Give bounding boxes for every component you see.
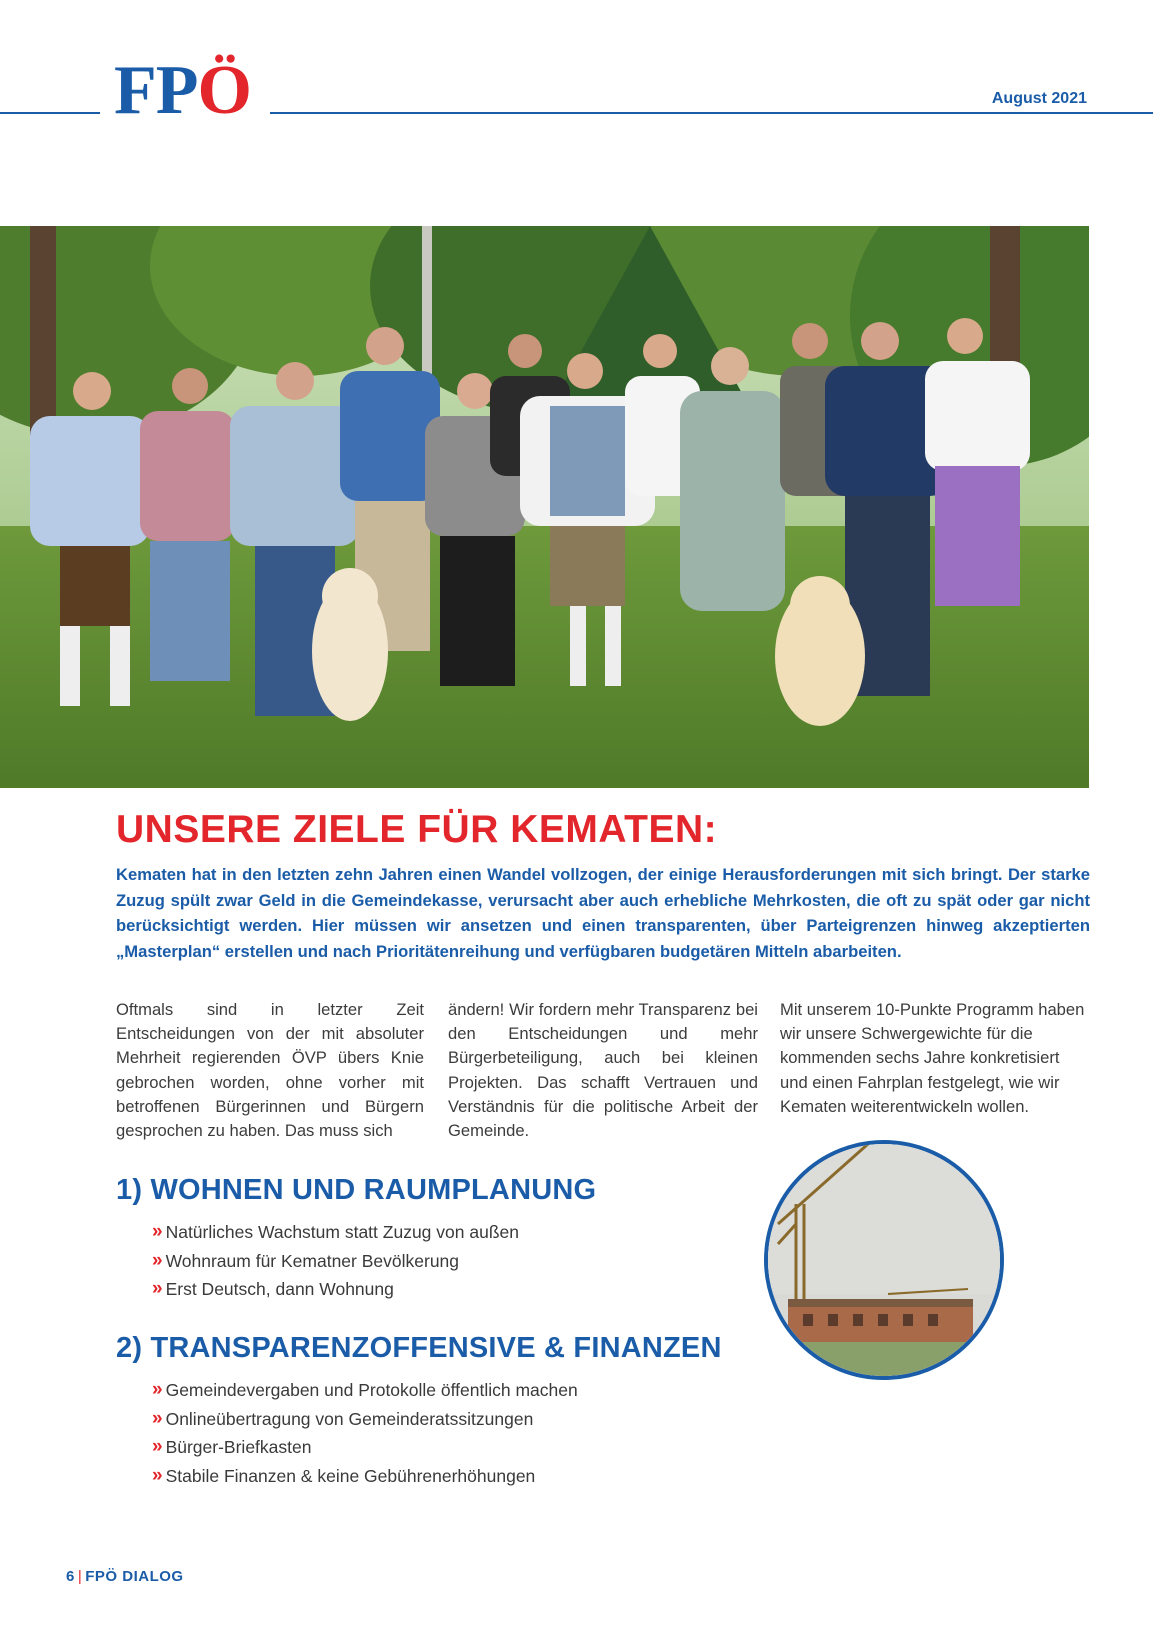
logo-oe: Ö	[197, 52, 251, 129]
chevron-right-icon: »	[152, 1221, 160, 1242]
header-rule-left	[0, 112, 100, 114]
section-title-wohnen: 1) WOHNEN UND RAUMPLANUNG	[116, 1174, 597, 1206]
section-list-wohnen	[152, 1218, 519, 1304]
list-item-text: Stabile Finanzen & keine Gebührenerhöhungen	[165, 1465, 536, 1486]
article-lead: Kematen hat in den letzten zehn Jahren einen Wandel vollzogen, der einige Herausforderungen mit sich bringt. Der starke Zuzug spült zwar Geld in die Gemeindekasse, verursacht aber auch erhebliche Mehrkosten, die oft zu spät oder gar nicht berücksichtigt werden. Hier müssen wir ansetzen und einen transparenten, über Parteigrenzen hinweg akzeptierten „Masterplan“ erstellen und nach Prioritätenreihung und verfügbaren budgetären Mitteln abarbeiten.	[116, 865, 1090, 961]
issue-date: August 2021	[991, 90, 1087, 107]
list-item-text: Onlineübertragung von Gemeinderatssitzungen	[165, 1408, 534, 1429]
list-item	[152, 1275, 519, 1304]
page-number: 6	[66, 1568, 75, 1585]
group-photo	[0, 226, 1089, 788]
publication-name: FPÖ DIALOG	[85, 1568, 184, 1585]
construction-site-photo	[764, 1140, 1004, 1380]
body-column-3: Mit unserem 10-Punkte Programm haben wir unsere Schwergewichte für die kommenden sechs Jahre konkretisiert und einen Fahrplan festgelegt, wie wir Kematen weiterentwickeln wollen.	[780, 1000, 1085, 1116]
chevron-right-icon: »	[152, 1436, 160, 1458]
list-item-text: Wohnraum für Kematner Bevölkerung	[165, 1250, 460, 1271]
body-column-1: Oftmals sind in letzter Zeit Entscheidungen von der mit absoluter Mehrheit regierenden ÖVP übers Knie gebrochen worden, ohne vorher mit betroffenen Bürgerinnen und Bürgern gesprochen zu haben. Das muss sich	[116, 1000, 424, 1141]
header-rule-right	[270, 112, 1153, 114]
list-item	[152, 1376, 578, 1405]
chevron-right-icon: »	[152, 1379, 160, 1400]
footer-separator: |	[77, 1568, 83, 1585]
list-item	[152, 1405, 578, 1434]
fpoe-logo	[114, 52, 251, 129]
list-item	[152, 1247, 519, 1276]
section-title-transparenz: 2) TRANSPARENZOFFENSIVE & FINANZEN	[116, 1332, 722, 1364]
chevron-right-icon: »	[152, 1407, 160, 1429]
chevron-right-icon: »	[152, 1249, 160, 1271]
body-column-2: ändern! Wir fordern mehr Transparenz bei den Entscheidungen und mehr Bürgerbeteiligung, auch bei kleinen Projekten. Das schafft Vertrauen und Verständnis für die politische Arbeit der Gemeinde.	[448, 1000, 758, 1141]
list-item-text: Bürger-Briefkasten	[165, 1437, 312, 1458]
list-item	[152, 1218, 519, 1247]
list-item-text: Gemeindevergaben und Protokolle öffentlich machen	[165, 1380, 578, 1400]
list-item	[152, 1433, 578, 1462]
chevron-right-icon: »	[152, 1464, 160, 1486]
logo-fp: FP	[114, 52, 198, 129]
section-list-transparenz	[152, 1376, 578, 1490]
list-item-text: Natürliches Wachstum statt Zuzug von außen	[165, 1222, 519, 1242]
list-item-text: Erst Deutsch, dann Wohnung	[165, 1279, 394, 1300]
page-footer	[66, 1568, 184, 1585]
article-headline: UNSERE ZIELE FÜR KEMATEN:	[116, 808, 718, 851]
chevron-right-icon: »	[152, 1278, 160, 1300]
list-item	[152, 1462, 578, 1491]
